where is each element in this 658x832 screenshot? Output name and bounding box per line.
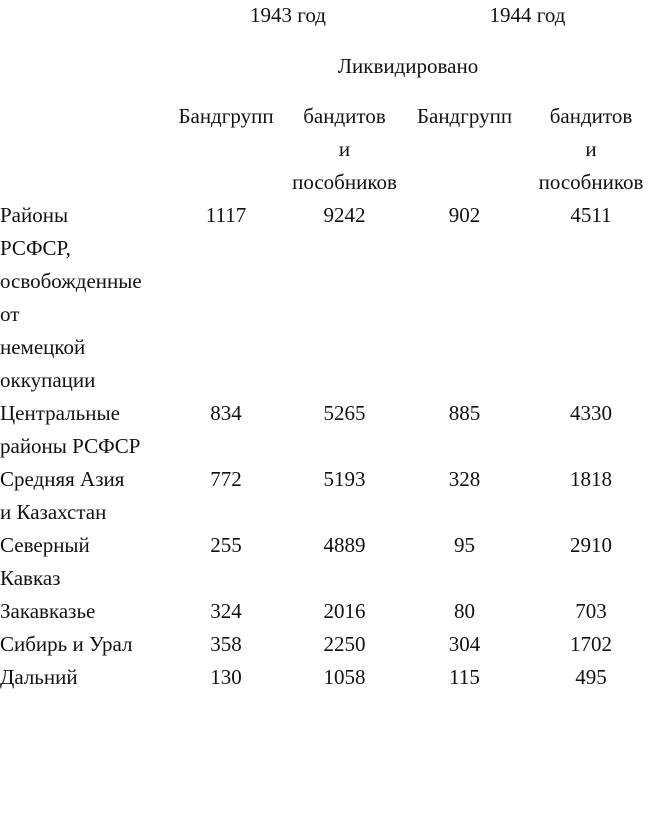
year-1943-heading: 1943 год [250, 3, 326, 27]
bandgroups-1944-header [405, 100, 524, 199]
bandgroups-1944-cell: 328 [448, 467, 481, 491]
region-line: Закавказье [0, 599, 96, 623]
region-line: РСФСР, [0, 236, 71, 260]
region-line: Сибирь и Урал [0, 632, 133, 656]
table-row [0, 628, 658, 661]
region-line: Районы [0, 203, 69, 227]
bandits-1944-cell: 1818 [570, 467, 612, 491]
bandgroups-1944-cell: 304 [448, 632, 481, 656]
region-line: районы РСФСР [0, 434, 141, 458]
table-row [0, 463, 658, 529]
region-line: Кавказ [0, 566, 61, 590]
header-line: бандитов [549, 104, 633, 128]
bandits-1943-cell: 9242 [323, 203, 366, 227]
header-line: Бандгрупп [416, 104, 513, 128]
region-line: оккупации [0, 368, 96, 392]
table-row [0, 529, 658, 595]
bandits-1943-cell: 4889 [323, 533, 366, 557]
bandgroups-1944-cell: 902 [448, 203, 481, 227]
bandits-1944-cell: 4330 [570, 401, 612, 425]
bandits-1944-cell: 495 [575, 665, 607, 689]
bandgroups-1944-cell: 80 [454, 599, 475, 623]
bandgroups-1943-cell: 772 [210, 467, 242, 491]
liquidated-heading: Ликвидировано [337, 54, 479, 78]
bandgroups-1943-cell: 834 [210, 401, 242, 425]
statistics-table [0, 100, 658, 694]
table-row [0, 661, 658, 694]
bandgroups-1943-cell: 358 [210, 632, 242, 656]
bandgroups-1944-cell: 95 [454, 533, 475, 557]
region-name [0, 463, 168, 529]
region-name [0, 199, 168, 397]
bandits-1944-header [524, 100, 658, 199]
table-row [0, 397, 658, 463]
bandits-1944-cell: 2910 [570, 533, 612, 557]
region-line: немецкой [0, 335, 86, 359]
column-header-row [0, 100, 658, 199]
region-line: Центральные [0, 401, 120, 425]
header-line: пособников [292, 170, 397, 194]
bandits-1943-cell: 2250 [323, 632, 366, 656]
region-line: освобожденные [0, 269, 142, 293]
bandits-1943-cell: 2016 [323, 599, 366, 623]
bandits-1944-cell: 703 [575, 599, 607, 623]
year-1944-heading: 1944 год [489, 3, 566, 27]
region-name [0, 628, 168, 661]
bandits-1943-header [284, 100, 405, 199]
region-line: Средняя Азия [0, 467, 125, 491]
header-line: бандитов [303, 104, 386, 128]
header-line: Бандгрупп [178, 104, 274, 128]
region-line: Северный [0, 533, 90, 557]
region-line: от [0, 302, 20, 326]
region-name [0, 595, 168, 628]
bandits-1944-cell: 4511 [570, 203, 612, 227]
bandgroups-1944-cell: 885 [448, 401, 481, 425]
bandgroups-1943-cell: 130 [210, 665, 242, 689]
bandgroups-1943-cell: 324 [210, 599, 242, 623]
bandits-1943-cell: 5193 [323, 467, 366, 491]
header-line: и [585, 137, 597, 161]
region-name [0, 661, 168, 694]
bandgroups-1944-cell: 115 [449, 665, 480, 689]
bandits-1943-cell: 5265 [323, 401, 366, 425]
region-name [0, 397, 168, 463]
region-name [0, 529, 168, 595]
bandits-1944-cell: 1702 [570, 632, 612, 656]
region-line: и Казахстан [0, 500, 107, 524]
table-row [0, 199, 658, 397]
bandits-1943-cell: 1058 [323, 665, 366, 689]
region-column-header [0, 100, 168, 199]
header-line: и [338, 137, 351, 161]
table-row [0, 595, 658, 628]
region-line: Дальний [0, 665, 78, 689]
bandgroups-1943-cell: 1117 [205, 203, 247, 227]
bandgroups-1943-header [168, 100, 284, 199]
header-line: пособников [538, 170, 644, 194]
bandgroups-1943-cell: 255 [210, 533, 242, 557]
